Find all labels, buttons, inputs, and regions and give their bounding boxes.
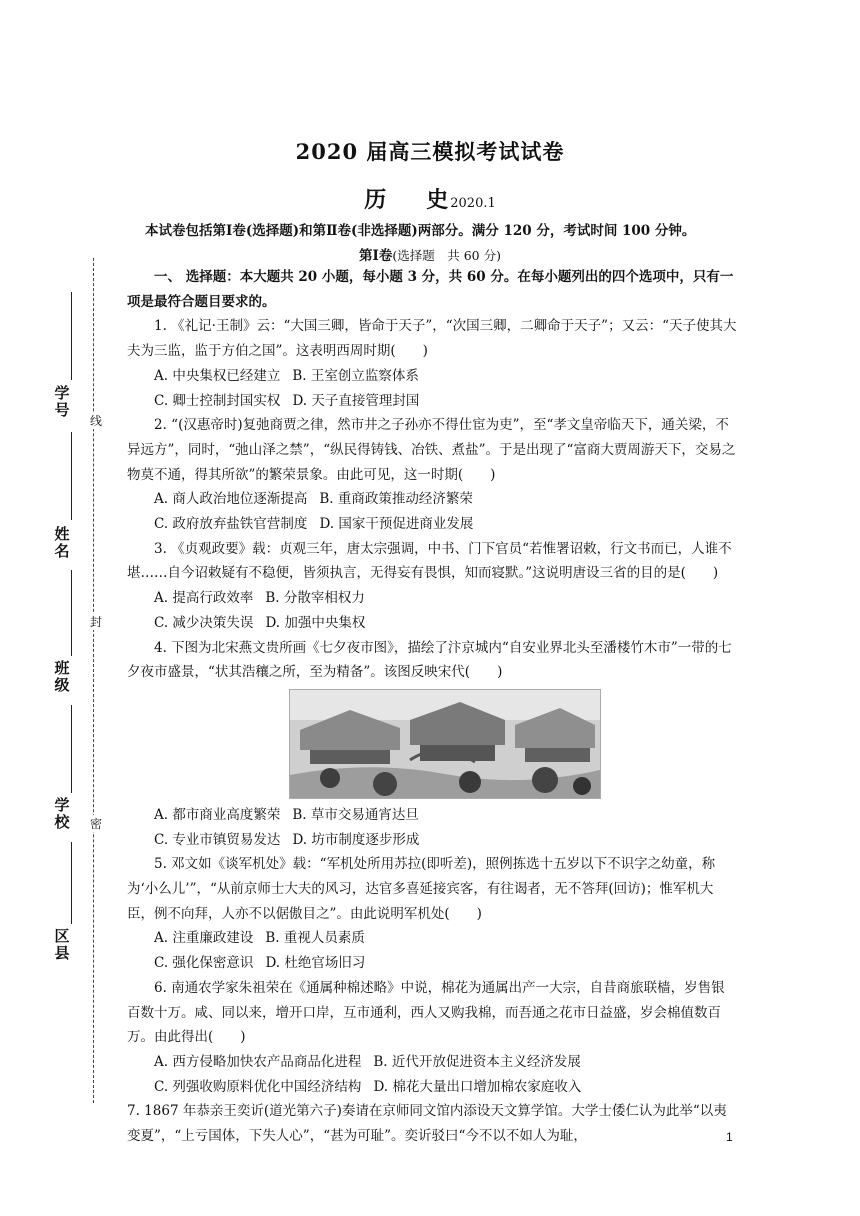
question-stem: 1. 《礼记·王制》云：“大国三卿，皆命于天子”，“次国三卿，二卿命于天子”；又云：“天子使其大夫为三监，监于方伯之国”。这表明西周时期( ): [127, 318, 737, 360]
option: D. 坊市制度逐步形成: [292, 831, 420, 848]
option: B. 王室创立监察体系: [292, 367, 419, 384]
option-row: [127, 926, 737, 951]
option: A. 西方侵略加快农产品商品化进程: [154, 1053, 362, 1070]
option: D. 国家干预促进商业发展: [319, 516, 474, 533]
subject-heading: [0, 183, 860, 214]
exam-content: [127, 265, 737, 1149]
option: B. 重商政策推动经济繁荣: [319, 491, 473, 508]
option-row: [127, 512, 737, 537]
night-market-painting-image: [289, 689, 601, 799]
option-row: [127, 951, 737, 976]
option-row: [127, 1050, 737, 1075]
option: B. 重视人员素质: [265, 930, 365, 947]
option-row: [127, 389, 737, 414]
part-subtitle: (选择题 共 60 分): [392, 248, 501, 263]
option: D. 加强中央集权: [265, 614, 366, 631]
cut-line: [93, 258, 94, 1103]
option: C. 减少决策失误: [154, 614, 254, 631]
option-row: [127, 828, 737, 853]
option: C. 卿士控制封国实权: [154, 392, 281, 409]
seal-char-line: 线: [89, 414, 102, 428]
option-row: [127, 611, 737, 636]
question-stem: 5. 邓文如《谈军机处》载：“军机处所用苏拉(即听差)，照例拣选十五岁以下不识字之幼童，称为‘小么儿’”，“从前京师士大夫的风习，达官多喜延接宾客，有往谒者，无不答拜(回访)；惟军机大臣，例不向拜，人亦不以倨傲目之”。由此说明军机处( ): [127, 856, 716, 922]
part-heading: [0, 244, 860, 264]
field-label-name: 姓名: [54, 525, 70, 560]
option: C. 强化保密意识: [154, 955, 254, 972]
field-label-district: 区县: [54, 927, 70, 962]
section-heading: 一、 选择题：本大题共 20 小题，每小题 3 分，共 60 分。在每小题列出的四个选项中，只有一项是最符合题目要求的。: [127, 269, 734, 310]
option-row: [127, 586, 737, 611]
option: D. 棉花大量出口增加棉农家庭收入: [373, 1078, 582, 1095]
question-stem: 6. 南通农学家朱祖荣在《通属种棉述略》中说，棉花为通属出产一大宗，自昔商旅联樯，岁售银百数十万。咸、同以来，增开口岸，互市通利，西人又购我棉，而吾通之花市日益盛，岁会棉值数百万。由此得出( ): [127, 979, 725, 1046]
option-row: [127, 487, 737, 512]
option: B. 近代开放促进资本主义经济发展: [373, 1053, 581, 1070]
exam-date: 2020.1: [450, 196, 496, 211]
field-label-class: 班级: [54, 659, 70, 694]
field-line-name: [71, 432, 72, 520]
option: A. 都市商业高度繁荣: [154, 806, 281, 823]
seal-char-secret: 密: [89, 817, 102, 831]
option-row: [127, 1075, 737, 1100]
option: C. 专业市镇贸易发达: [154, 831, 281, 848]
part-title: 第Ⅰ卷: [359, 248, 393, 264]
subject-char-2: 史: [426, 187, 449, 213]
field-line-school: [71, 705, 72, 793]
option: A. 商人政治地位逐渐提高: [154, 491, 308, 508]
option: D. 天子直接管理封国: [292, 392, 420, 409]
seal-char-seal: 封: [89, 615, 102, 629]
option: A. 提高行政效率: [154, 590, 254, 607]
subject-char-1: 历: [364, 187, 387, 213]
option: C. 政府放弃盐铁官营制度: [154, 516, 308, 533]
exam-intro: 本试卷包括第Ⅰ卷(选择题)和第Ⅱ卷(非选择题)两部分。满分 120 分，考试时间 100 分钟。: [145, 223, 696, 239]
option: C. 列强收购原料优化中国经济结构: [154, 1078, 362, 1095]
page-number: 1: [726, 1130, 733, 1144]
option: B. 草市交易通宵达旦: [292, 806, 419, 823]
question-stem: 3. 《贞观政要》载：贞观三年，唐太宗强调，中书、门下官员“若惟署诏敕，行文书而已，人谁不堪……自今诏敕疑有不稳便，皆须执言，无得妄有畏惧，知而寝默。”这说明唐设三省的目的是( ): [127, 540, 732, 582]
option: A. 中央集权已经建立: [154, 367, 281, 384]
option-row: [127, 803, 737, 828]
option: A. 注重廉政建设: [154, 930, 254, 947]
field-line-class: [71, 570, 72, 656]
field-label-school: 学校: [54, 796, 70, 831]
field-label-student-id: 学号: [54, 384, 70, 419]
field-line-district: [71, 842, 72, 924]
option: B. 分散宰相权力: [265, 590, 365, 607]
option: D. 杜绝官场旧习: [265, 955, 366, 972]
question-stem: 7. 1867 年恭亲王奕䜣(道光第六子)奏请在京师同文馆内添设天文算学馆。大学士倭仁认为此举“以夷变夏”，“上亏国体，下失人心”，“甚为可耻”。奕䜣驳曰“今不以不如人为耻，: [127, 1103, 727, 1145]
question-stem: 2. “(汉惠帝时)复弛商贾之律，然市井之子孙亦不得仕宦为吏”，至“孝文皇帝临天下，通关梁，不异远方”，同时，“弛山泽之禁”，“纵民得铸钱、冶铁、煮盐”。于是出现了“富商大贾周游天下，交易之物莫不通，得其所欲”的繁荣景象。由此可见，这一时期( ): [127, 417, 736, 483]
option-row: [127, 364, 737, 389]
field-line-student-id: [71, 292, 72, 380]
question-stem: 4. 下图为北宋燕文贵所画《七夕夜市图》，描绘了汴京城内“自安业界北头至潘楼竹木市”一带的七夕夜市盛景，“状其浩穰之所，至为精备”。该图反映宋代( ): [127, 639, 732, 681]
exam-title: 2020 届高三模拟考试试卷: [295, 139, 565, 164]
